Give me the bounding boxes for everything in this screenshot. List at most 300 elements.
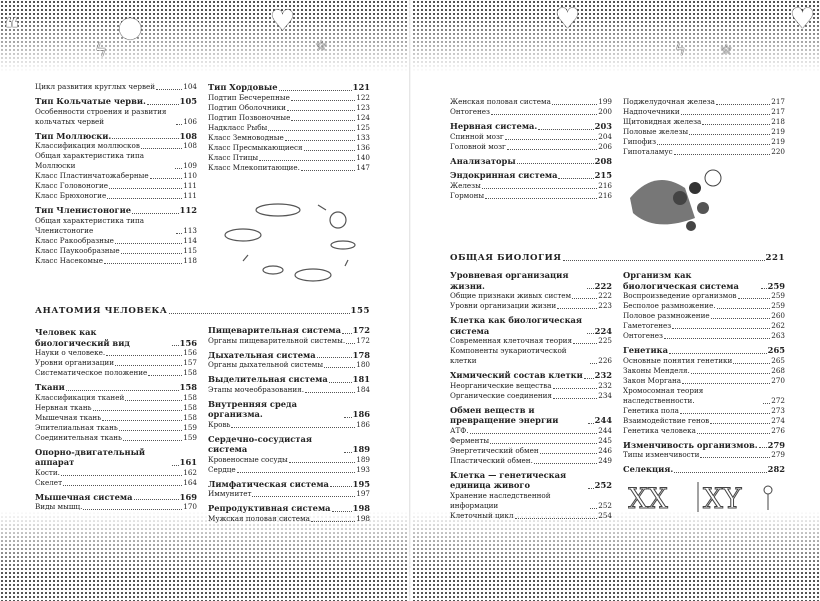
entry-label: Органы дыхательной системы [208, 360, 324, 369]
entry-page: 219 [771, 137, 785, 146]
toc-entry[interactable] [623, 107, 785, 117]
entry-label: Анализаторы [450, 155, 516, 166]
dot-leader [733, 363, 770, 364]
toc-entry[interactable] [208, 360, 370, 370]
entry-page: 136 [356, 142, 370, 152]
entry-page: 246 [598, 445, 612, 455]
entry-label: Ферменты [450, 435, 490, 445]
entry-label: Женская половая система [450, 97, 551, 106]
toc-section [208, 479, 370, 500]
heart-icon: ♥ [555, 2, 581, 35]
dot-leader [590, 508, 597, 509]
entry-page: 215 [594, 170, 612, 180]
entry-label: Дыхательная система [208, 349, 316, 360]
toc-section-title[interactable] [450, 270, 612, 291]
entry-page: 106 [183, 116, 197, 126]
toc-entry[interactable] [623, 321, 785, 331]
toc-entry[interactable] [208, 420, 370, 430]
entry-page: 262 [771, 321, 785, 330]
toc-section-title[interactable] [450, 156, 612, 167]
dot-leader [93, 410, 183, 411]
dot-leader [104, 263, 182, 264]
dot-leader [584, 378, 594, 379]
entry-page: 140 [356, 152, 370, 162]
dot-leader [490, 443, 597, 444]
toc-entry[interactable] [208, 93, 370, 103]
toc-entry[interactable] [450, 97, 612, 107]
dot-leader [491, 114, 597, 115]
toc-entry[interactable] [623, 356, 785, 366]
toc-section-title[interactable] [208, 325, 370, 336]
entry-page: 122 [356, 92, 370, 102]
toc-section-title[interactable] [623, 464, 785, 475]
toc-entry[interactable] [208, 385, 370, 395]
entry-label: Надкласс Рыбы [208, 122, 268, 132]
entry-page: 124 [356, 112, 370, 122]
dot-leader [553, 388, 598, 389]
toc-entry[interactable] [623, 406, 785, 416]
toc-section-title[interactable] [208, 350, 370, 361]
entry-label: Класс Насекомые [35, 255, 103, 265]
toc-entry[interactable] [208, 336, 370, 346]
toc-entry[interactable] [208, 103, 370, 113]
toc-section-title[interactable] [35, 447, 197, 468]
toc-entry[interactable] [450, 436, 612, 446]
toc-section-title[interactable] [208, 82, 370, 93]
dot-leader [482, 188, 597, 189]
entry-label: Химический состав клетки [450, 370, 583, 380]
dot-leader [470, 433, 598, 434]
entry-label: Закон Моргана [623, 375, 682, 385]
entry-page: 178 [352, 349, 370, 360]
dot-leader [329, 382, 352, 383]
dot-leader [123, 440, 182, 441]
entry-page: 219 [771, 127, 785, 136]
toc-entry[interactable] [208, 123, 370, 133]
toc-section [623, 345, 785, 436]
dot-leader [115, 243, 182, 244]
dot-leader [674, 154, 771, 155]
entry-page: 110 [183, 171, 197, 180]
dot-leader [716, 104, 770, 105]
entry-page: 170 [183, 502, 197, 511]
dot-leader [669, 353, 767, 354]
entry-page: 123 [356, 102, 370, 112]
entry-label: Класс Млекопитающие. [208, 162, 300, 172]
entry-page: 203 [594, 121, 612, 131]
entry-label: Гипофиз [623, 137, 657, 146]
toc-entry[interactable] [450, 491, 612, 511]
toc-section-title[interactable] [450, 121, 612, 132]
dot-leader [305, 392, 355, 393]
entry-label: Генетика человека [623, 425, 696, 435]
entry-label: Науки о человеке. [35, 348, 106, 357]
toc-entry[interactable] [623, 426, 785, 436]
toc-entry[interactable] [35, 413, 197, 423]
entry-label: Железы [450, 180, 481, 190]
toc-section [35, 96, 197, 127]
toc-entry[interactable] [35, 236, 197, 246]
dot-leader [63, 485, 182, 486]
entry-page: 109 [183, 161, 197, 170]
entry-label: Пластический обмен. [450, 455, 533, 465]
entry-label: Спинной мозг [450, 131, 504, 141]
entry-label: Подтип Позвоночные [208, 112, 291, 122]
toc-entry[interactable] [35, 82, 197, 92]
toc-entry[interactable] [450, 191, 612, 201]
dot-leader [738, 298, 771, 299]
dot-leader [342, 333, 352, 334]
dot-leader [268, 130, 355, 131]
entry-page: 274 [771, 415, 785, 425]
entry-label: Иммунитет [208, 489, 252, 498]
toc-entry[interactable] [208, 465, 370, 475]
toc-entry[interactable] [450, 346, 612, 366]
toc-section-title[interactable] [450, 405, 612, 426]
entry-label: Класс Пресмыкающиеся [208, 142, 303, 152]
toc-entry[interactable] [450, 107, 612, 117]
toc-entry[interactable] [35, 107, 197, 127]
dot-leader [304, 150, 356, 151]
entry-page: 189 [352, 444, 370, 454]
entry-label: Неорганические вещества [450, 380, 552, 390]
dot-leader [287, 110, 355, 111]
entry-label: Цикл развития круглых червей [35, 82, 156, 91]
entry-page: 158 [179, 382, 197, 392]
entry-page: 159 [183, 422, 197, 432]
entry-label: Головной мозг [450, 141, 506, 151]
toc-entry[interactable] [208, 133, 370, 143]
dot-leader [557, 308, 597, 309]
toc-entry[interactable] [35, 171, 197, 181]
entry-page: 259 [767, 280, 785, 291]
entry-page: 157 [183, 358, 197, 367]
toc-entry[interactable] [35, 368, 197, 378]
toc-section [35, 447, 197, 488]
toc-section-title[interactable] [450, 170, 612, 181]
heart-icon: ♥ [790, 2, 816, 35]
entry-page: 184 [356, 384, 370, 394]
toc-entry[interactable] [35, 478, 197, 488]
toc-entry[interactable] [450, 291, 612, 301]
toc-entry[interactable] [208, 455, 370, 465]
entry-label: Изменчивость организмов. [623, 439, 758, 450]
toc-entry[interactable] [208, 514, 370, 524]
dot-leader [175, 168, 182, 169]
dot-leader [763, 403, 770, 404]
toc-section [208, 350, 370, 371]
dot-leader [66, 390, 179, 391]
entry-page: 125 [356, 122, 370, 132]
entry-page: 186 [356, 419, 370, 429]
entry-label: Мужская половая система [208, 513, 310, 523]
toc-entry[interactable] [623, 450, 785, 460]
entry-page: 223 [598, 301, 612, 310]
entry-page: 268 [771, 365, 785, 375]
entry-label: Общие признаки живых систем [450, 291, 572, 300]
dot-leader [711, 318, 771, 319]
toc-section-title[interactable] [208, 399, 370, 420]
part-anatomy[interactable] [35, 306, 370, 316]
dot-leader [172, 345, 179, 346]
entry-label: Уровневая организация жизни. [450, 270, 569, 291]
toc-section-title[interactable] [450, 315, 612, 336]
entry-page: 158 [183, 368, 197, 377]
toc-entry[interactable] [623, 311, 785, 321]
toc-section-title[interactable] [623, 440, 785, 451]
dot-leader [176, 233, 183, 234]
part-general-biology[interactable] [450, 253, 785, 263]
svg-text:XY: XY [703, 482, 742, 515]
toc-section-title[interactable] [208, 434, 370, 455]
entry-label: Кровь [208, 419, 231, 429]
entry-page: 220 [771, 147, 785, 156]
dot-leader [125, 400, 182, 401]
toc-section [208, 82, 370, 173]
speech-bubble-icon: ● [118, 10, 143, 43]
toc-column-anatomy-2 [208, 325, 370, 528]
dot-leader [147, 104, 179, 105]
toc-section-title[interactable] [623, 270, 785, 291]
toc-entry[interactable] [35, 433, 197, 443]
dot-leader [761, 288, 767, 289]
dot-leader [279, 90, 352, 91]
entry-label: Систематическое положение [35, 368, 148, 377]
toc-section-title[interactable] [35, 492, 197, 503]
entry-page: 252 [594, 480, 612, 490]
dot-leader [558, 178, 593, 179]
toc-column-anatomy-4 [623, 97, 785, 161]
toc-entry[interactable] [450, 381, 612, 391]
toc-section [623, 97, 785, 157]
entry-page: 218 [771, 117, 785, 126]
toc-entry[interactable] [35, 216, 197, 236]
toc-section-title[interactable] [35, 131, 197, 142]
entry-page: 186 [352, 409, 370, 419]
entry-label: Лимфатическая система [208, 478, 329, 489]
toc-section-title[interactable] [208, 479, 370, 490]
toc-entry[interactable] [450, 301, 612, 311]
dot-leader [346, 343, 355, 344]
toc-entry[interactable] [623, 127, 785, 137]
dot-leader [553, 398, 597, 399]
toc-entry[interactable] [35, 468, 197, 478]
toc-entry[interactable] [450, 426, 612, 436]
entry-page: 208 [594, 155, 612, 166]
toc-entry[interactable] [208, 143, 370, 153]
toc-entry[interactable] [35, 246, 197, 256]
entry-page: 108 [179, 130, 197, 141]
toc-column-anatomy-1 [35, 327, 197, 516]
toc-entry[interactable] [450, 132, 612, 142]
toc-section [450, 97, 612, 117]
toc-section [623, 464, 785, 475]
toc-entry[interactable] [450, 511, 612, 521]
dot-leader [681, 114, 771, 115]
toc-entry[interactable] [623, 147, 785, 157]
toc-entry[interactable] [450, 456, 612, 466]
toc-entry[interactable] [623, 386, 785, 406]
toc-entry[interactable] [623, 117, 785, 127]
dot-leader [172, 465, 179, 466]
chromosomes-illustration [628, 480, 778, 515]
entry-label: Тип Кольчатые черви. [35, 96, 146, 106]
entry-label: Генетика пола [623, 405, 679, 415]
dot-leader [301, 170, 355, 171]
entry-page: 158 [183, 402, 197, 412]
toc-section-title[interactable] [35, 96, 197, 107]
entry-label: Хромосомная теория наследственности. [623, 385, 704, 405]
entry-label: Выделительная система [208, 374, 328, 384]
entry-page: 111 [183, 191, 197, 200]
entry-page: 121 [352, 82, 370, 92]
toc-entry[interactable] [623, 366, 785, 376]
entry-page: 159 [183, 432, 197, 442]
toc-entry[interactable] [35, 256, 197, 266]
toc-entry[interactable] [450, 181, 612, 191]
toc-entry[interactable] [35, 502, 197, 512]
toc-entry[interactable] [208, 489, 370, 499]
entry-page: 111 [183, 181, 197, 190]
toc-section-title[interactable] [208, 503, 370, 514]
dot-leader [317, 357, 352, 358]
dot-leader [588, 488, 594, 489]
toc-section [450, 156, 612, 167]
entry-page: 158 [183, 392, 197, 402]
entry-label: Клетка как биологическая система [450, 315, 583, 336]
toc-section [208, 503, 370, 524]
svg-text:XX: XX [628, 482, 668, 515]
toc-entry[interactable] [35, 358, 197, 368]
entry-page: 276 [771, 425, 785, 435]
entry-label: Сердечно-сосудистая система [208, 433, 312, 454]
toc-section [208, 325, 370, 346]
entry-page: 161 [179, 457, 197, 467]
entry-page: 216 [598, 180, 612, 190]
toc-entry[interactable] [450, 446, 612, 456]
entry-label: Класс Паукообразные [35, 245, 120, 255]
toc-entry[interactable] [623, 291, 785, 301]
toc-entry[interactable] [450, 391, 612, 401]
toc-section-title[interactable] [208, 374, 370, 385]
entry-page: 156 [179, 337, 197, 348]
dot-leader [231, 427, 355, 428]
toc-entry[interactable] [35, 141, 197, 151]
toc-entry[interactable] [623, 416, 785, 426]
entry-label: Мышечная система [35, 491, 133, 502]
toc-entry[interactable] [623, 376, 785, 386]
toc-section-title[interactable] [450, 470, 612, 491]
dot-leader [291, 120, 355, 121]
toc-section-title[interactable] [35, 327, 197, 348]
dot-leader [689, 134, 770, 135]
toc-entry[interactable] [208, 113, 370, 123]
toc-entry[interactable] [35, 348, 197, 358]
toc-entry[interactable] [35, 423, 197, 433]
entry-label: Подтип Оболочники [208, 102, 286, 112]
entry-label: Бесполое размножение. [623, 301, 716, 310]
entry-page: 105 [179, 96, 197, 106]
toc-entry[interactable] [623, 331, 785, 341]
entry-label: Уровни организации жизни [450, 301, 557, 310]
dot-leader [587, 333, 593, 334]
entry-page: 172 [352, 325, 370, 335]
toc-section-title[interactable] [450, 370, 612, 381]
toc-entry[interactable] [623, 137, 785, 147]
toc-section [450, 470, 612, 521]
toc-entry[interactable] [208, 163, 370, 173]
toc-entry[interactable] [450, 336, 612, 346]
entry-label: Человек как биологический вид [35, 327, 130, 348]
dot-leader [700, 457, 770, 458]
dot-leader [252, 496, 355, 497]
entry-label: Генетика [623, 345, 669, 355]
entry-page: 204 [598, 131, 612, 141]
blood-cells-illustration [625, 158, 725, 248]
dot-leader [759, 447, 767, 448]
heart-icon: ♥ [270, 4, 296, 37]
dot-leader [112, 138, 178, 139]
toc-section [35, 82, 197, 92]
entry-page: 180 [356, 360, 370, 369]
entry-page: 181 [352, 374, 370, 384]
part-title: ОБЩАЯ БИОЛОГИЯ [450, 253, 562, 263]
dot-leader [682, 383, 770, 384]
toc-section [35, 205, 197, 266]
entry-label: Класс Земноводные [208, 132, 284, 142]
entry-page: 195 [352, 478, 370, 489]
toc-entry[interactable] [35, 191, 197, 201]
toc-entry[interactable] [35, 151, 197, 171]
entry-label: Опорно-двигательный аппарат [35, 446, 146, 467]
entry-label: Гормоны [450, 190, 485, 200]
dot-leader [289, 462, 356, 463]
toc-entry[interactable] [35, 393, 197, 403]
dot-leader [176, 124, 182, 125]
entry-label: Типы изменчивости [623, 450, 700, 459]
dot-leader [717, 308, 771, 309]
entry-label: Половые железы [623, 127, 689, 136]
entry-label: Законы Менделя. [623, 365, 690, 375]
entry-page: 252 [598, 500, 612, 510]
toc-entry[interactable] [208, 153, 370, 163]
toc-entry[interactable] [35, 181, 197, 191]
entry-page: 104 [183, 82, 197, 91]
dot-leader [674, 472, 766, 473]
toc-entry[interactable] [450, 142, 612, 152]
dot-leader [572, 298, 597, 299]
toc-section [623, 270, 785, 341]
dot-leader [505, 139, 598, 140]
toc-section-title[interactable] [35, 382, 197, 393]
toc-entry[interactable] [35, 403, 197, 413]
entry-label: АТФ. [450, 425, 469, 435]
entry-page: 113 [183, 225, 197, 235]
entry-page: 193 [356, 464, 370, 474]
toc-section-title[interactable] [623, 345, 785, 356]
entry-page: 217 [771, 107, 785, 116]
toc-section-title[interactable] [35, 205, 197, 216]
toc-entry[interactable] [623, 301, 785, 311]
entry-page: 158 [183, 412, 197, 422]
dot-leader [285, 140, 356, 141]
entry-label: Эпителиальная ткань [35, 422, 118, 432]
entry-label: Организм как биологическая система [623, 270, 739, 291]
entry-label: Кровеносные сосуды [208, 454, 288, 464]
entry-label: Половое размножение [623, 311, 710, 320]
toc-entry[interactable] [623, 97, 785, 107]
entry-page: 245 [598, 435, 612, 445]
